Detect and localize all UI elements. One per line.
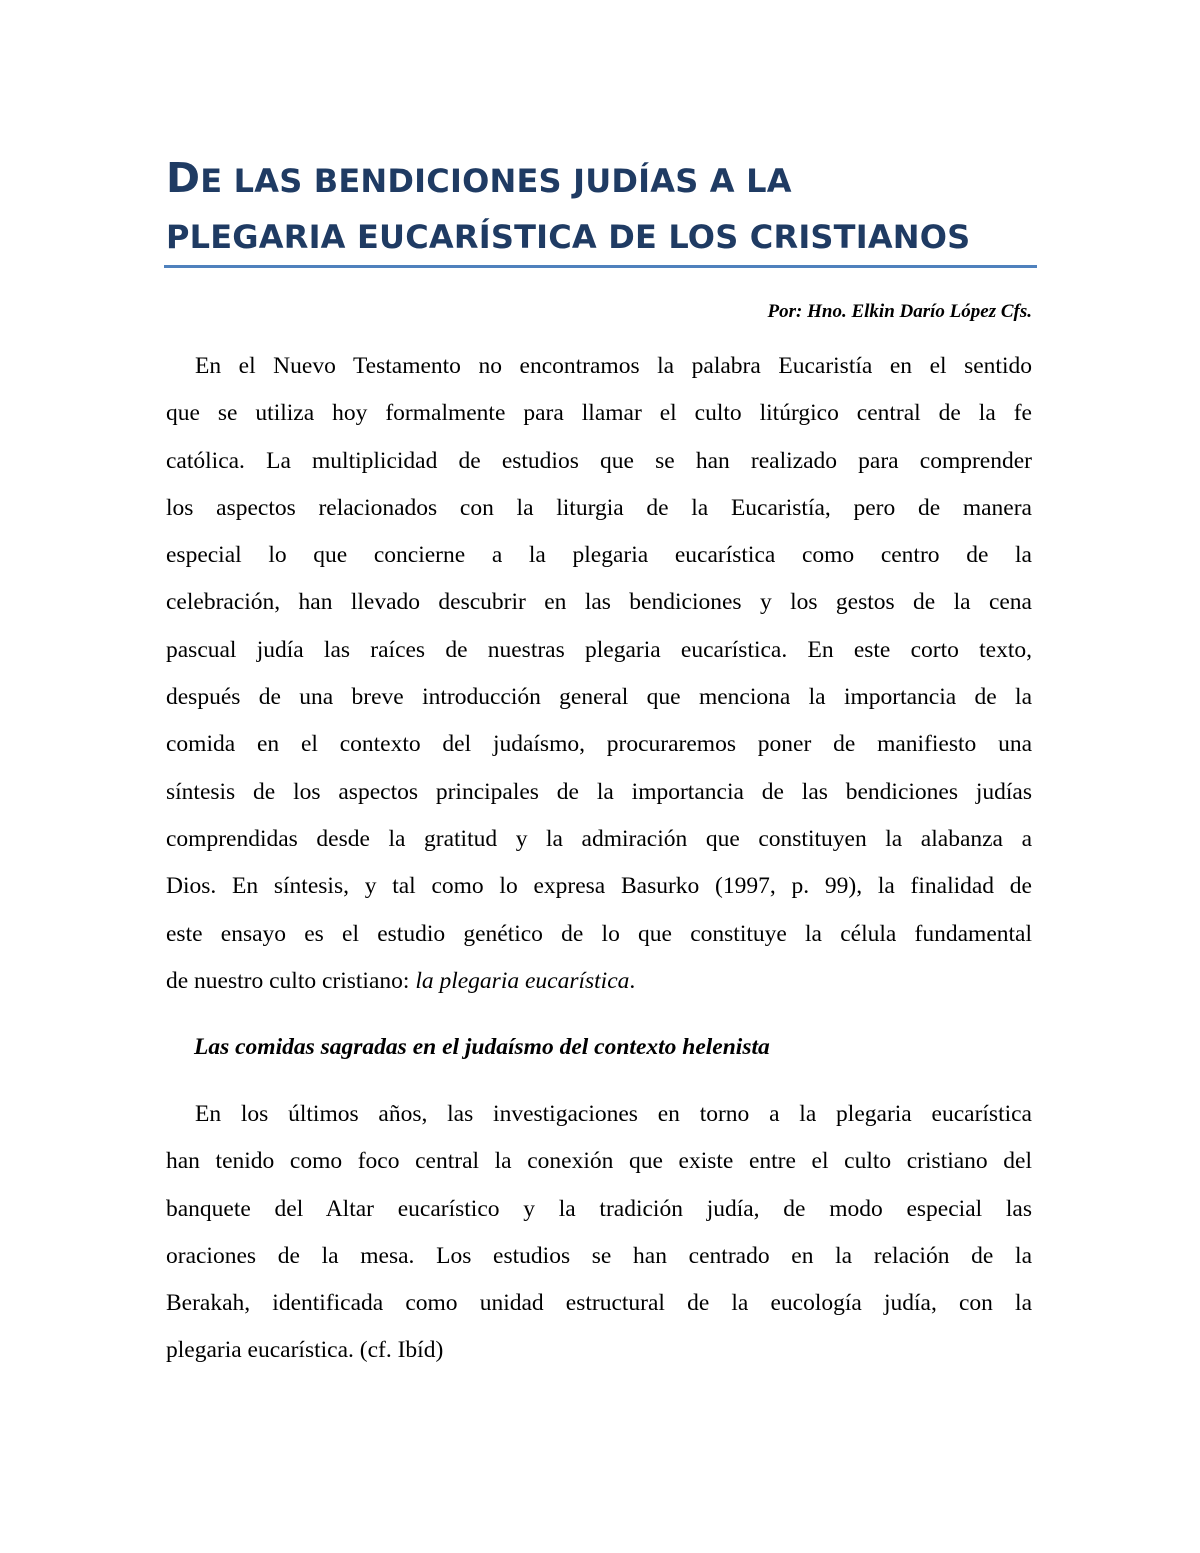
paragraph-section <box>166 1091 1032 1375</box>
last-line-italic: la plegaria eucarística <box>415 967 630 994</box>
paragraph-line: que se utiliza hoy formalmente para llamar el culto litúrgico central de la fe <box>166 400 1032 427</box>
paragraph-line: este ensayo es el estudio genético de lo que constituye la célula fundamental <box>166 920 1032 947</box>
paragraph-line: síntesis de los aspectos principales de la importancia de las bendiciones judías <box>166 778 1032 805</box>
paragraph-line: Dios. En síntesis, y tal como lo expresa Basurko (1997, p. 99), la finalidad de <box>166 873 1032 900</box>
paragraph-line: En los últimos años, las investigaciones en torno a la plegaria eucarística <box>195 1101 1032 1127</box>
paragraph-line: banquete del Altar eucarístico y la tradición judía, de modo especial las <box>166 1195 1032 1222</box>
paragraph-line: católica. La multiplicidad de estudios que se han realizado para comprender <box>166 447 1032 474</box>
paragraph-line: especial lo que concierne a la plegaria eucarística como centro de la <box>166 542 1032 569</box>
title-drop-initial: D <box>166 154 201 202</box>
title-line-1-text: E LAS BENDICIONES JUDÍAS A LA <box>200 162 792 200</box>
paragraph-line: después de una breve introducción general que menciona la importancia de la <box>166 684 1032 711</box>
paragraph-line: celebración, han llevado descubrir en las bendiciones y los gestos de la cena <box>166 589 1032 616</box>
title-line-1 <box>166 150 1036 209</box>
last-line-suffix: . <box>629 967 636 994</box>
title-underline-rule <box>164 265 1037 268</box>
author-byline: Por: Hno. Elkin Darío López Cfs. <box>767 301 1032 322</box>
paragraph-line: han tenido como foco central la conexión que existe entre el culto cristiano del <box>166 1148 1032 1175</box>
paragraph-line: comprendidas desde la gratitud y la admiración que constituyen la alabanza a <box>166 825 1032 852</box>
paragraph-line: Berakah, identificada como unidad estructural de la eucología judía, con la <box>166 1290 1032 1317</box>
paragraph-line: comida en el contexto del judaísmo, procuraremos poner de manifiesto una <box>166 731 1032 758</box>
section-subheading: Las comidas sagradas en el judaísmo del contexto helenista <box>194 1034 770 1060</box>
paragraph-line: En el Nuevo Testamento no encontramos la palabra Eucaristía en el sentido <box>195 353 1032 379</box>
document-title <box>166 150 1036 265</box>
title-line-2: PLEGARIA EUCARÍSTICA DE LOS CRISTIANOS <box>166 218 971 256</box>
paragraph-line: pascual judía las raíces de nuestras plegaria eucarística. En este corto texto, <box>166 636 1032 663</box>
paragraph-intro <box>166 343 1032 1005</box>
last-line-prefix: de nuestro culto cristiano: <box>166 967 416 994</box>
paragraph-line: los aspectos relacionados con la liturgia de la Eucaristía, pero de manera <box>166 494 1032 521</box>
paragraph-line: plegaria eucarística. (cf. Ibíd) <box>166 1337 444 1364</box>
paragraph-last-line <box>166 958 1032 1005</box>
paragraph-line: oraciones de la mesa. Los estudios se han centrado en la relación de la <box>166 1242 1032 1269</box>
